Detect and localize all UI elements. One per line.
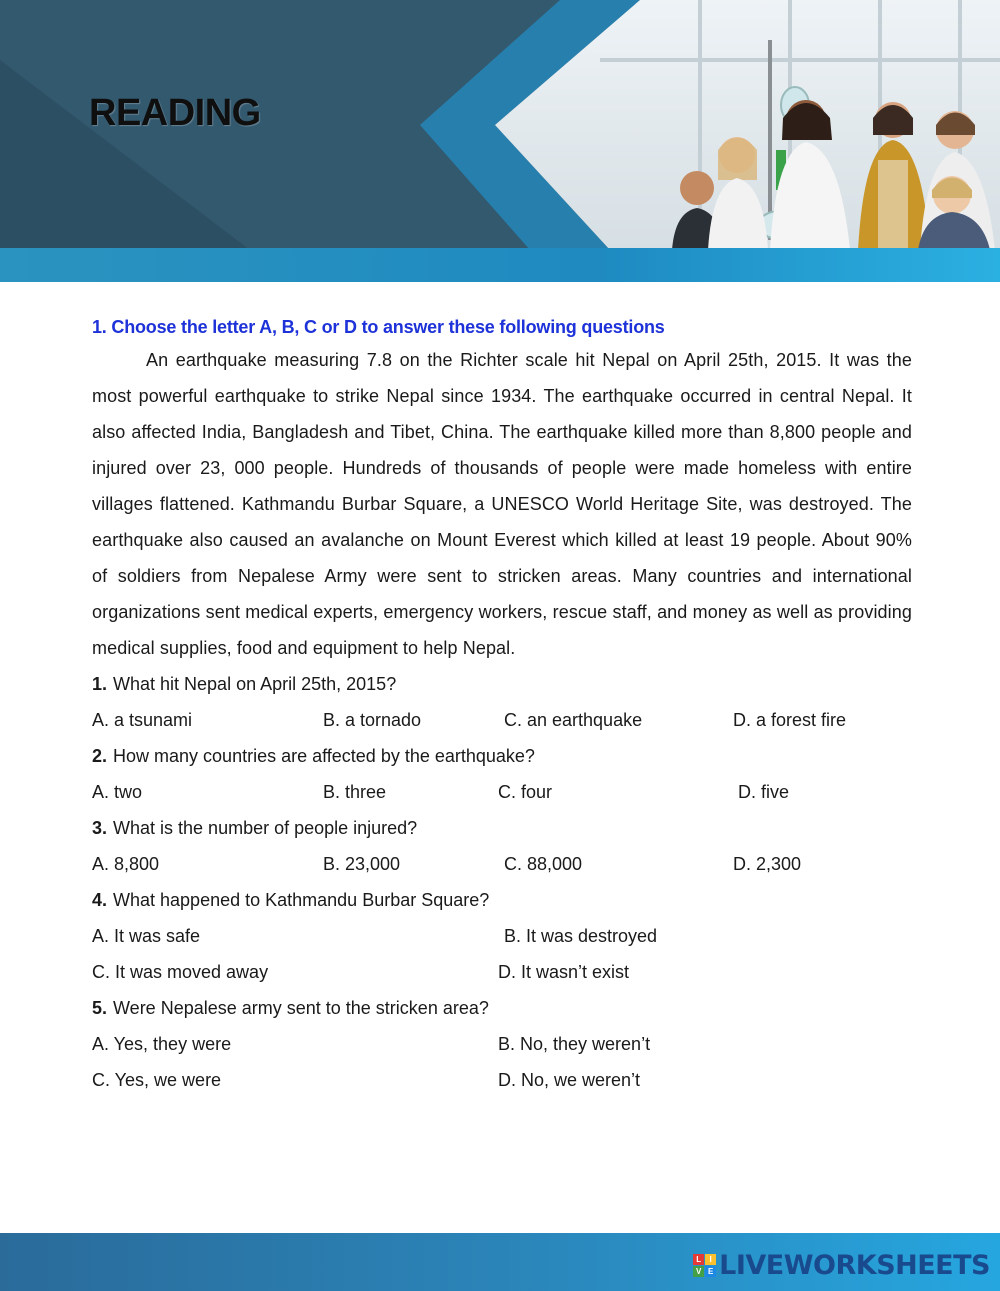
option-d[interactable]: D. five bbox=[738, 782, 790, 802]
options-row bbox=[92, 774, 912, 810]
options-row bbox=[92, 918, 912, 954]
option-d[interactable]: D. No, we weren’t bbox=[498, 1070, 641, 1090]
question-text: What hit Nepal on April 25th, 2015? bbox=[113, 674, 397, 694]
options-row bbox=[92, 1026, 912, 1062]
option-b[interactable]: B. a tornado bbox=[323, 710, 422, 730]
options-row bbox=[92, 846, 912, 882]
option-b[interactable]: B. 23,000 bbox=[323, 854, 401, 874]
option-c[interactable]: C. It was moved away bbox=[92, 962, 269, 982]
options-row bbox=[92, 954, 912, 990]
options-row bbox=[92, 1062, 912, 1098]
question-number: 5. bbox=[92, 998, 108, 1018]
liveworksheets-logo[interactable] bbox=[693, 1250, 990, 1280]
question-number: 3. bbox=[92, 818, 108, 838]
question-3 bbox=[92, 810, 912, 846]
live-mark-icon: L I V E bbox=[693, 1254, 716, 1277]
question-number: 2. bbox=[92, 746, 108, 766]
options-row bbox=[92, 702, 912, 738]
question-2 bbox=[92, 738, 912, 774]
question-number: 4. bbox=[92, 890, 108, 910]
question-text: How many countries are affected by the earthquake? bbox=[113, 746, 535, 766]
option-a[interactable]: A. It was safe bbox=[92, 926, 201, 946]
option-d[interactable]: D. a forest fire bbox=[733, 710, 847, 730]
option-a[interactable]: A. a tsunami bbox=[92, 710, 193, 730]
footer-bar bbox=[0, 1233, 1000, 1291]
question-5 bbox=[92, 990, 912, 1026]
option-d[interactable]: D. 2,300 bbox=[733, 854, 802, 874]
option-c[interactable]: C. an earthquake bbox=[504, 710, 643, 730]
question-number: 1. bbox=[92, 674, 108, 694]
exercise-instruction: 1. Choose the letter A, B, C or D to answer these following questions bbox=[92, 317, 665, 337]
question-text: What happened to Kathmandu Burbar Square? bbox=[113, 890, 490, 910]
reading-passage: An earthquake measuring 7.8 on the Richter scale hit Nepal on April 25th, 2015. It was the most powerful earthquake to strike Nepal since 1934. The earthquake occurred in central Nepal. It also affected India, Bangladesh and Tibet, China. The earthquake killed more than 8,800 people and injured over 23, 000 people. Hundreds of thousands of people were made homeless with entire villages flattened. Kathmandu Burbar Square, a UNESCO World Heritage Site, was destroyed. The earthquake also caused an avalanche on Mount Everest which killed at least 19 people. About 90% of soldiers from Nepalese Army were sent to stricken areas. Many countries and international organizations sent medical experts, emergency workers, rescue staff, and money as well as providing medical supplies, food and equipment to help Nepal. bbox=[92, 350, 912, 658]
worksheet-content bbox=[92, 312, 912, 1098]
banner-accent-strip bbox=[0, 248, 1000, 282]
option-d[interactable]: D. It wasn’t exist bbox=[498, 962, 630, 982]
option-b[interactable]: B. three bbox=[323, 782, 387, 802]
option-b[interactable]: B. No, they weren’t bbox=[498, 1034, 651, 1054]
page-title: READING bbox=[89, 92, 261, 134]
header-banner bbox=[0, 0, 1000, 282]
option-b[interactable]: B. It was destroyed bbox=[504, 926, 658, 946]
question-text: Were Nepalese army sent to the stricken area? bbox=[113, 998, 489, 1018]
option-c[interactable]: C. four bbox=[498, 782, 553, 802]
question-1 bbox=[92, 666, 912, 702]
logo-text: LIVEWORKSHEETS bbox=[719, 1249, 990, 1281]
option-c[interactable]: C. 88,000 bbox=[504, 854, 583, 874]
question-4 bbox=[92, 882, 912, 918]
option-c[interactable]: C. Yes, we were bbox=[92, 1070, 222, 1090]
question-text: What is the number of people injured? bbox=[113, 818, 418, 838]
option-a[interactable]: A. Yes, they were bbox=[92, 1034, 232, 1054]
option-a[interactable]: A. two bbox=[92, 782, 143, 802]
option-a[interactable]: A. 8,800 bbox=[92, 854, 160, 874]
